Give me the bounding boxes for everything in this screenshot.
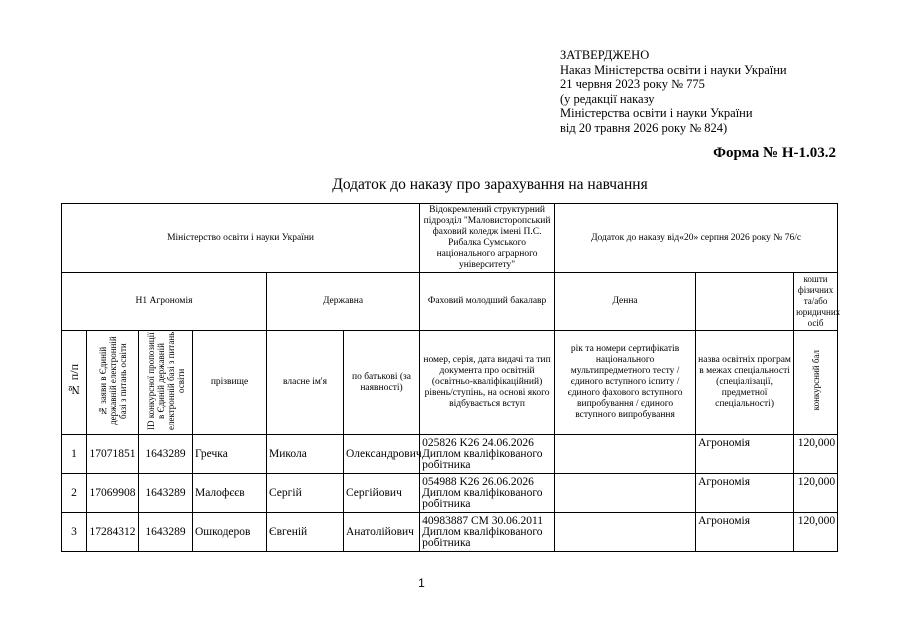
row-name: Сергій xyxy=(267,474,344,513)
approval-line: (у редакції наказу xyxy=(560,91,655,106)
row-document: 054988 K26 26.06.2026 Диплом кваліфікованого робітника xyxy=(420,474,555,513)
specialty-cell: H1 Агрономія xyxy=(62,273,267,331)
col-name-header: власне ім'я xyxy=(267,331,344,435)
ministry-cell: Міністерство освіти і науки України xyxy=(62,204,420,273)
row-patronymic: Сергійович xyxy=(344,474,420,513)
row-patronymic: Анатолійович xyxy=(344,513,420,552)
col-patronymic-header: по батькові (за наявності) xyxy=(344,331,420,435)
col-programs-header: назва освітніх програм в межах спеціальності (спеціалізації, предметної спеціальності) xyxy=(696,331,794,435)
row-num: 2 xyxy=(62,474,87,513)
row-document: 40983887 CM 30.06.2011 Диплом кваліфікованого робітника xyxy=(420,513,555,552)
approval-line: ЗАТВЕРДЖЕНО xyxy=(560,48,650,62)
document-title: Додаток до наказу про зарахування на навчання xyxy=(332,176,648,193)
enrollment-table xyxy=(61,203,841,552)
row-score: 120,000 xyxy=(794,435,838,474)
col-surname-header: прізвище xyxy=(193,331,267,435)
row-patronymic: Олександрович xyxy=(344,435,420,474)
table-row xyxy=(62,474,838,513)
row-program: Агрономія xyxy=(696,435,794,474)
row-num: 1 xyxy=(62,435,87,474)
table-row xyxy=(62,435,838,474)
row-certificates xyxy=(555,474,696,513)
row-num: 3 xyxy=(62,513,87,552)
row-document: 025826 K26 24.06.2026 Диплом кваліфікованого робітника xyxy=(420,435,555,474)
col-offer-id-header: ID конкурсної пропозиції в Єдиній державній електронній базі з питань освіти xyxy=(139,331,193,435)
col-app-no-header: № заяви в Єдиній державній електронній базі з питань освіти xyxy=(87,331,139,435)
row-offer-id: 1643289 xyxy=(139,474,193,513)
row-certificates xyxy=(555,513,696,552)
row-offer-id: 1643289 xyxy=(139,435,193,474)
approval-line: від 20 травня 2026 року № 824) xyxy=(560,120,728,135)
row-score: 120,000 xyxy=(794,474,838,513)
approval-line: Міністерства освіти і науки України xyxy=(560,106,753,120)
approval-line: Наказ Міністерства освіти і науки України xyxy=(560,62,787,77)
row-app-no: 17069908 xyxy=(87,474,139,513)
row-app-no: 17071851 xyxy=(87,435,139,474)
funding-cell: Державна xyxy=(267,273,420,331)
row-surname: Малофєєв xyxy=(193,474,267,513)
row-name: Микола xyxy=(267,435,344,474)
col-num-header: № п/п xyxy=(62,331,87,435)
page-number: 1 xyxy=(418,576,425,590)
row-app-no: 17284312 xyxy=(87,513,139,552)
col-document-header: номер, серія, дата видачі та тип документа про освітній (освітньо-кваліфікаційний) рівень/ступінь, на основі якого відбувається вступ xyxy=(420,331,555,435)
row-offer-id: 1643289 xyxy=(139,513,193,552)
row-program: Агрономія xyxy=(696,513,794,552)
study-form-cell: Денна xyxy=(555,273,696,331)
row-surname: Гречка xyxy=(193,435,267,474)
row-surname: Ошкодеров xyxy=(193,513,267,552)
approval-line: 21 червня 2023 року № 775 xyxy=(560,77,705,91)
approval-stamp xyxy=(560,48,787,135)
order-ref-cell: Додаток до наказу від«20» серпня 2026 року № 76/с xyxy=(555,204,838,273)
table-row xyxy=(62,513,838,552)
empty-cell xyxy=(696,273,794,331)
institution-cell: Відокремлений структурний підрозділ "Маловисторопський фаховий коледж імені П.С. Рибалка Сумського національного аграрного університету" xyxy=(420,204,555,273)
private-funds-cell: кошти фізичних та/або юридичних осіб xyxy=(794,273,838,331)
row-score: 120,000 xyxy=(794,513,838,552)
col-certificates-header: рік та номери сертифікатів національного мультипредметного тесту / єдиного вступного іспиту / єдиного фахового вступного випробування / єдиного вступного випробування xyxy=(555,331,696,435)
row-certificates xyxy=(555,435,696,474)
row-name: Євгеній xyxy=(267,513,344,552)
col-score-header: конкурсний бал xyxy=(794,331,838,435)
degree-cell: Фаховий молодший бакалавр xyxy=(420,273,555,331)
row-program: Агрономія xyxy=(696,474,794,513)
form-number: Форма № Н-1.03.2 xyxy=(713,145,836,161)
